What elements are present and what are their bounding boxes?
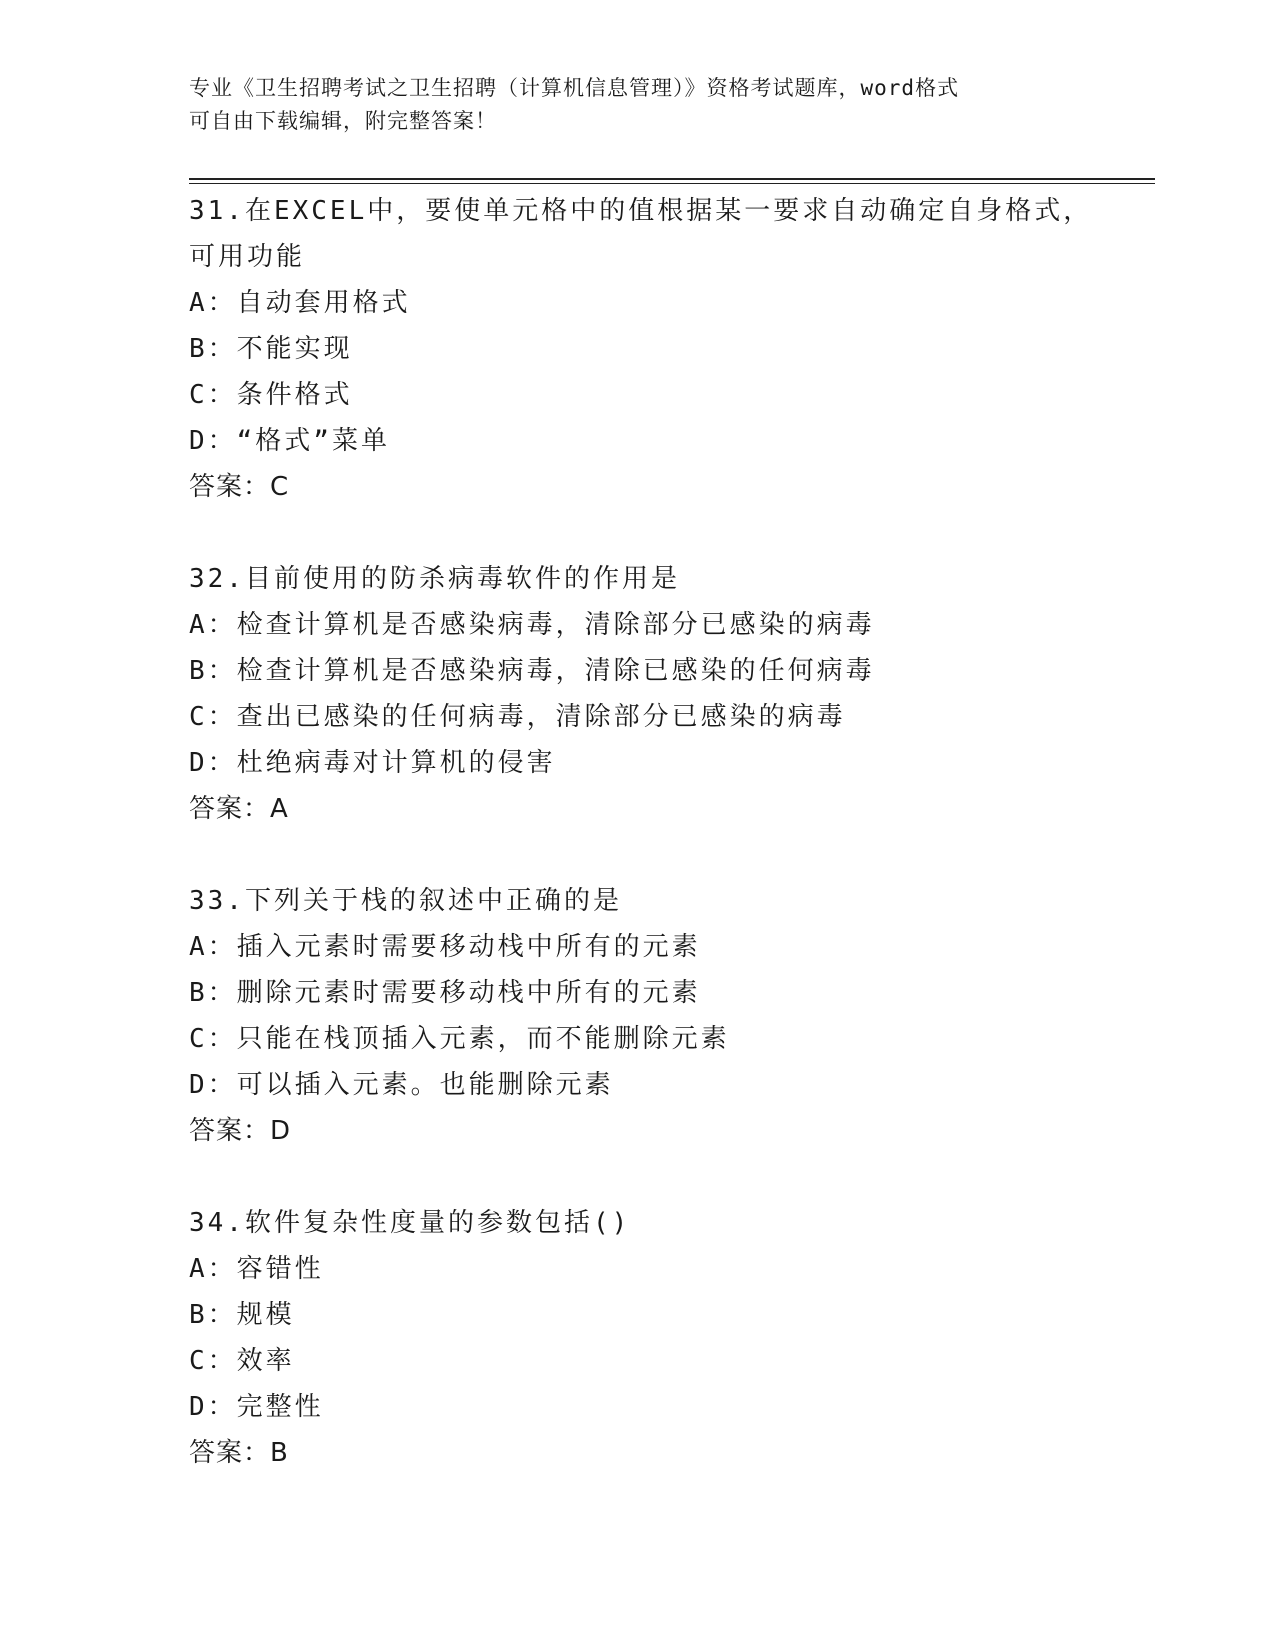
spacer bbox=[189, 1154, 1089, 1200]
option-c: C：条件格式 bbox=[189, 380, 353, 410]
header-line-2: 可自由下载编辑，附完整答案！ bbox=[189, 109, 497, 133]
header-line-1: 专业《卫生招聘考试之卫生招聘（计算机信息管理）》资格考试题库，word格式 bbox=[189, 76, 960, 100]
spacer bbox=[189, 510, 1089, 556]
question-stem-continued: 可用功能 bbox=[189, 242, 306, 272]
option-d: D：“格式”菜单 bbox=[189, 426, 390, 456]
option-b: B：检查计算机是否感染病毒，清除已感染的任何病毒 bbox=[189, 656, 875, 686]
option-a: A：插入元素时需要移动栈中所有的元素 bbox=[189, 932, 701, 962]
option-b: B：规模 bbox=[189, 1300, 295, 1330]
option-a: A：容错性 bbox=[189, 1254, 324, 1284]
question-stem: 34.软件复杂性度量的参数包括() bbox=[189, 1208, 631, 1238]
document-header bbox=[189, 72, 1089, 138]
answer: 答案：A bbox=[189, 794, 289, 824]
option-a: A：检查计算机是否感染病毒，清除部分已感染的病毒 bbox=[189, 610, 875, 640]
option-c: C：只能在栈顶插入元素，而不能删除元素 bbox=[189, 1024, 730, 1054]
header-divider-thin bbox=[189, 183, 1155, 184]
header-divider bbox=[189, 178, 1155, 180]
option-b: B：不能实现 bbox=[189, 334, 353, 364]
question-31 bbox=[189, 188, 1093, 510]
option-d: D：可以插入元素。也能删除元素 bbox=[189, 1070, 614, 1100]
answer: 答案：D bbox=[189, 1116, 292, 1146]
option-d: D：杜绝病毒对计算机的侵害 bbox=[189, 748, 556, 778]
option-c: C：查出已感染的任何病毒，清除部分已感染的病毒 bbox=[189, 702, 846, 732]
option-c: C：效率 bbox=[189, 1346, 295, 1376]
answer: 答案：C bbox=[189, 472, 290, 502]
option-b: B：删除元素时需要移动栈中所有的元素 bbox=[189, 978, 701, 1008]
question-list bbox=[189, 188, 1093, 1476]
option-a: A：自动套用格式 bbox=[189, 288, 411, 318]
question-stem: 32.目前使用的防杀病毒软件的作用是 bbox=[189, 564, 680, 594]
question-33 bbox=[189, 878, 1089, 1154]
answer: 答案：B bbox=[189, 1438, 289, 1468]
question-stem: 31.在EXCEL中，要使单元格中的值根据某一要求自动确定自身格式， bbox=[189, 196, 1093, 226]
question-stem: 33.下列关于栈的叙述中正确的是 bbox=[189, 886, 622, 916]
spacer bbox=[189, 832, 1089, 878]
question-32 bbox=[189, 556, 1089, 832]
option-d: D：完整性 bbox=[189, 1392, 324, 1422]
question-34 bbox=[189, 1200, 1089, 1476]
